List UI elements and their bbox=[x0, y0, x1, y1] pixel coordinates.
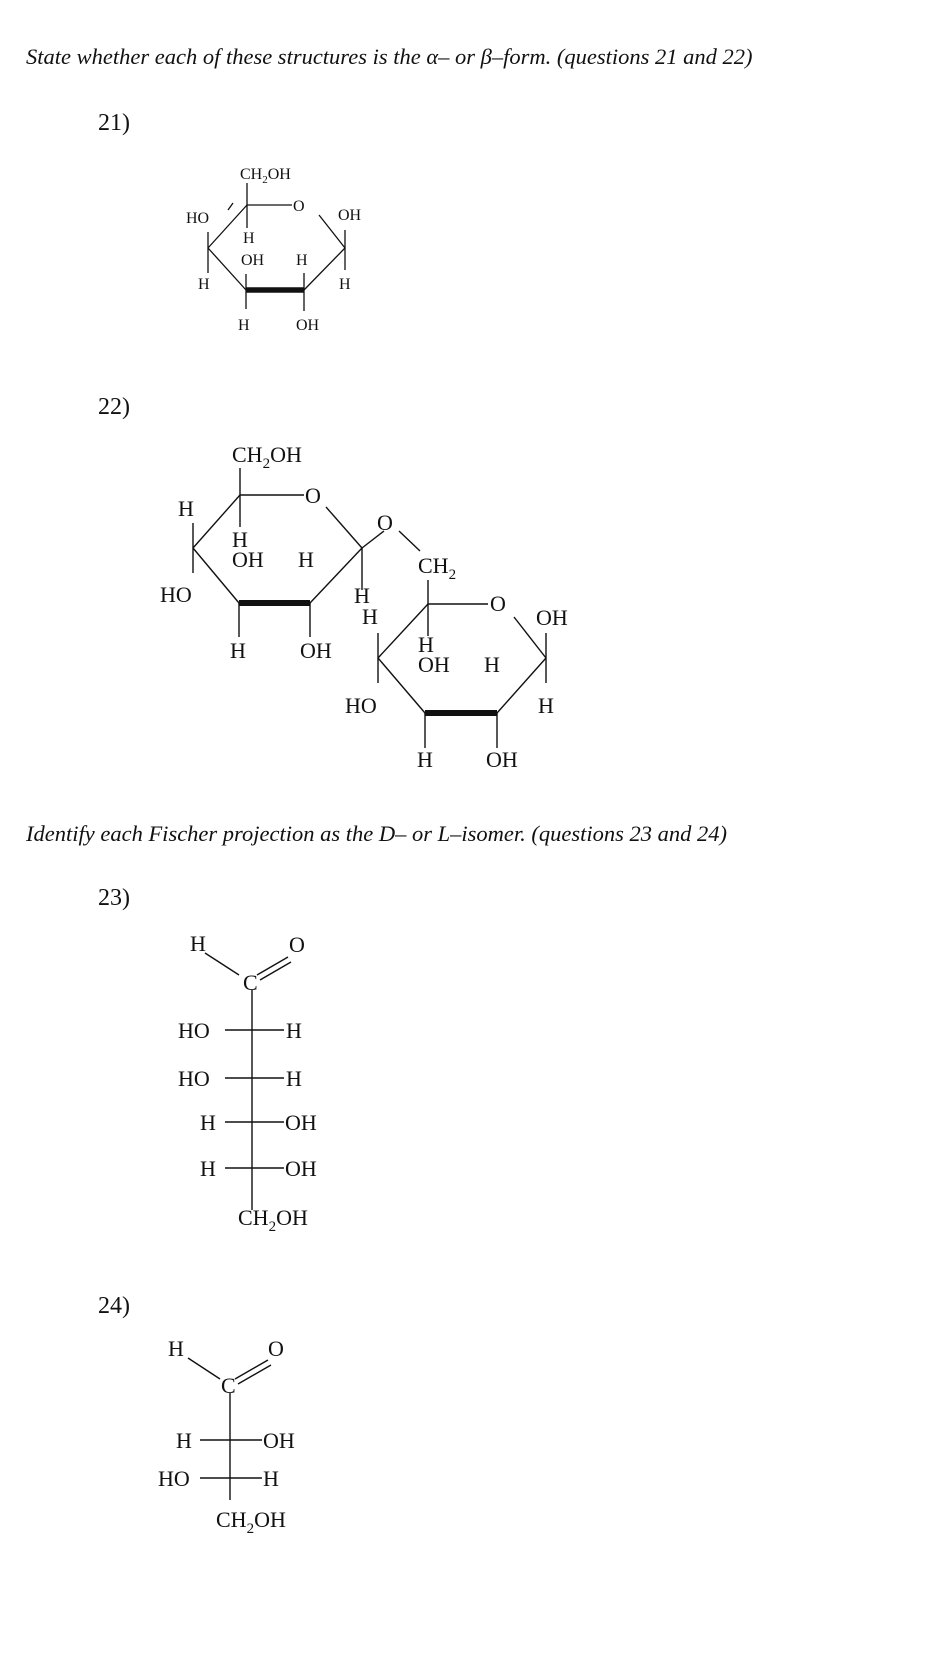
label-ho-22a: HO bbox=[160, 582, 192, 607]
label-carbonyl-c-23: C bbox=[243, 970, 258, 995]
label-anomeric-oh-22b: OH bbox=[536, 605, 568, 630]
label-ring-oxygen-21: O bbox=[293, 198, 305, 215]
label-c3-h-23: H bbox=[286, 1066, 302, 1091]
label-ring-oxygen-22a: O bbox=[305, 483, 321, 508]
label-c3-h-24: H bbox=[263, 1466, 279, 1491]
label-c3-oh-22a: OH bbox=[232, 547, 264, 572]
label-c4-oh-23: OH bbox=[285, 1110, 317, 1135]
label-ch2oh-21: $CH_2OH$ bbox=[240, 166, 291, 186]
label-ch2oh-22: $CH_2OH$ bbox=[232, 442, 302, 472]
label-anomeric-h-21: H bbox=[339, 276, 351, 293]
label-c3-h-21: H bbox=[198, 276, 210, 293]
label-anomeric-h-22b: H bbox=[538, 693, 554, 718]
label-c2-h-22b: H bbox=[484, 652, 500, 677]
label-carbonyl-c-24: C bbox=[221, 1373, 236, 1398]
question-number-22: 22) bbox=[98, 394, 130, 420]
label-c4-h-22a: H bbox=[178, 496, 194, 521]
label-c3-h-down-22a: H bbox=[230, 638, 246, 663]
label-c4-h-21: H bbox=[243, 230, 255, 247]
label-c3-h-down-21: H bbox=[238, 317, 250, 334]
instruction-d-l: Identify each Fischer projection as the D– or L–isomer. (questions 23 and 24) bbox=[26, 821, 727, 846]
haworth-structure-21 bbox=[208, 183, 345, 311]
label-c3-h-22b: H bbox=[418, 632, 434, 657]
label-ho-21: HO bbox=[186, 210, 210, 227]
question-number-23: 23) bbox=[98, 885, 130, 911]
label-c2-ho-23: HO bbox=[178, 1018, 210, 1043]
label-c3-ho-23: HO bbox=[178, 1066, 210, 1091]
label-anomeric-oh-21: OH bbox=[338, 207, 362, 224]
label-ring-oxygen-22b: O bbox=[490, 591, 506, 616]
label-c2-h-22a: H bbox=[298, 547, 314, 572]
label-ho-22b: HO bbox=[345, 693, 377, 718]
label-c4-h-23: H bbox=[200, 1110, 216, 1135]
label-c2-oh-22b: OH bbox=[486, 747, 518, 772]
label-ch2oh-23: $CH_2OH$ bbox=[238, 1205, 308, 1235]
label-anomeric-h-22a: H bbox=[354, 583, 370, 608]
label-ch2oh-24: $CH_2OH$ bbox=[216, 1507, 286, 1537]
label-c2-h-23: H bbox=[286, 1018, 302, 1043]
label-c4-oh-21: OH bbox=[241, 252, 265, 269]
label-ch2-22: $CH_2$ bbox=[418, 553, 457, 583]
question-number-24: 24) bbox=[98, 1293, 130, 1319]
label-c2-h-24: H bbox=[176, 1428, 192, 1453]
label-glycosidic-oxygen-22: O bbox=[377, 510, 393, 535]
label-c3-h-down-22b: H bbox=[417, 747, 433, 772]
label-c2-oh-22a: OH bbox=[300, 638, 332, 663]
label-c5-oh-23: OH bbox=[285, 1156, 317, 1181]
label-c3-oh-22b: OH bbox=[418, 652, 450, 677]
label-c3-h-22a: H bbox=[232, 527, 248, 552]
label-aldehyde-o-23: O bbox=[289, 932, 305, 957]
label-c5-h-23: H bbox=[200, 1156, 216, 1181]
label-c2-oh-21: OH bbox=[296, 317, 320, 334]
label-c2-h-up-21: H bbox=[296, 252, 308, 269]
label-aldehyde-o-24: O bbox=[268, 1336, 284, 1361]
label-c3-ho-24: HO bbox=[158, 1466, 190, 1491]
label-aldehyde-h-24: H bbox=[168, 1336, 184, 1361]
question-number-21: 21) bbox=[98, 110, 130, 136]
label-aldehyde-h-23: H bbox=[190, 931, 206, 956]
label-c4-h-22b: H bbox=[362, 604, 378, 629]
label-c2-oh-24: OH bbox=[263, 1428, 295, 1453]
instruction-alpha-beta: State whether each of these structures is the α– or β–form. (questions 21 and 22) bbox=[26, 44, 753, 69]
